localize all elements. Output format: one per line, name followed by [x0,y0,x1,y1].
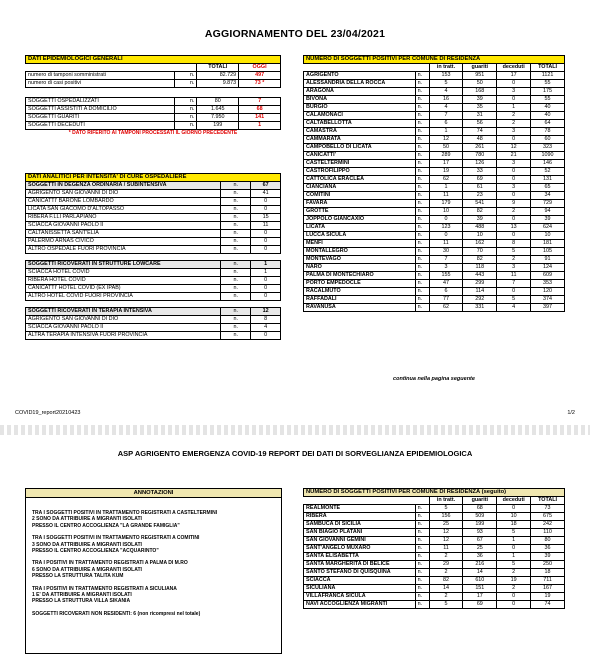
annotation-line: PRESSO LA STRUTTURA TALITA KUM [32,573,124,580]
table-row: SAMBUCA DI SICILIA n. 25 199 18 242 [304,521,565,529]
table-row: NARO n. 3 118 3 124 [304,264,565,272]
table-row: RIBERA F.LLI PARLAPIANO n. 15 [26,214,281,222]
table-row: SAN GIOVANNI GEMINI n. 12 67 1 80 [304,537,565,545]
comuni-table-part2: NUMERO DI SOGGETTI POSITIVI PER COMUNE DI RESIDENZA (seguito) in tratt. guariti deceduti TOTALI REALMONTE n. 5 68 0 73 RIBERA n. 156 509 10 675 SAMBUCA DI SICILIA n. 25 199 18 242 SAN BIAGIO PLATANI n. 12 93 5 110 SAN GIOVANNI GEMINI n. 12 67 1 80 SANT'ANGELO MUXARO n. 11 25 0 36 SANTA ELISABETTA n. 2 36 1 39 SANTA MARGHERITA DI BELICE n. 29 216 5 250 SANTO STEFANO DI QUISQUINA n. 2 14 2 18 SCIACCA n. 82 610 19 711 SICULIANA n. 14 151 2 167 VILLAFRANCA SICULA n. 2 17 0 19 NAVI ACCOGLIENZA MIGRANTI n. 5 69 0 74 [303,488,565,609]
table-row: GROTTE n. 10 82 2 94 [304,208,565,216]
table-row: SCIACCA GIOVANNI PAOLO II n. 4 [26,324,281,332]
table-row: RAFFADALI n. 77 292 5 374 [304,296,565,304]
table-row: SOGGETTI OSPEDALIZZATI n. 80 7 [26,98,281,106]
table-row: ARAGONA n. 4 168 3 175 [304,88,565,96]
col-totali: TOTALI [197,64,239,72]
annotation-line: 2 SONO DA ATTRIBUIRE A MIGRANTI ISOLATI [32,516,142,523]
table-row: LUCCA SICULA n. 0 10 0 10 [304,232,565,240]
table-row: SANT'ANGELO MUXARO n. 11 25 0 36 [304,545,565,553]
table-row: ALTRO HOTEL COVID FUORI PROVINCIA n. 0 [26,293,281,301]
annotation-line: PRESSO IL CENTRO ACCOGLIENZA "ACQUARINTO" [32,548,159,555]
annotation-line: TRA I POSITIVI IN TRATTAMENTO REGISTRATI A SICULIANA [32,585,177,592]
table-row: SOGGETTI DECEDUTI n. 199 1 [26,122,281,130]
hospital-care-header: DATI ANALITICI PER INTENSITA' DI CURE OSPEDALIERE [26,174,281,182]
report-title: ASP AGRIGENTO EMERGENZA COVID-19 REPORT DEI DATI DI SORVEGLIANZA EPIDEMIOLOGICA [117,449,473,458]
group-title-row: SOGGETTI IN DEGENZA ORDINARIA / SUBINTENSIVA n. 67 [26,182,281,190]
annotation-line: SOGGETTI RICOVERATI NON RESIDENTI: 6 (non ricompresi nel totale) [32,610,201,617]
group-title-row: SOGGETTI RICOVERATI IN STRUTTURE LOWCARE n. 1 [26,261,281,269]
comuni-header-seguito: NUMERO DI SOGGETTI POSITIVI PER COMUNE DI RESIDENZA (seguito) [304,489,565,497]
table-row: CALTABELLOTTA n. 6 56 2 64 [304,120,565,128]
table-row: RIBERA n. 156 509 10 675 [304,513,565,521]
table-row: SICULIANA n. 14 151 2 167 [304,585,565,593]
table-row: JOPPOLO GIANCAXIO n. 0 39 0 39 [304,216,565,224]
table-row: SCIACCA n. 82 610 19 711 [304,577,565,585]
table-row: PALERMO ARNAS CIVICO n. 0 [26,238,281,246]
table-row: PALMA DI MONTECHIARO n. 155 443 11 609 [304,272,565,280]
general-data-header: DATI EPIDEMIOLOGICI GENERALI [26,56,281,64]
table-row: CANICATTI' BARONE LOMBARDO n. 0 [26,198,281,206]
report-filename: COVID19_report20210423 [15,410,81,416]
table-row: CATTOLICA ERACLEA n. 62 69 0 131 [304,176,565,184]
table-row: FAVARA n. 179 541 9 729 [304,200,565,208]
table-row: numero di tamponi somministrati n. 82.729 497 [26,72,281,80]
table-row: SCIACCA HOTEL COVID n. 1 [26,269,281,277]
annotations-box [25,488,282,654]
table-row: CANICATTI' HOTEL COVID (EX IPAB) n. 0 [26,285,281,293]
table-row: SCIACCA GIOVANNI PAOLO II n. 11 [26,222,281,230]
table-row: SOGGETTI GUARITI n. 7.950 141 [26,114,281,122]
annotation-line: PRESSO LA STRUTTURA VILLA SIKANIA [32,598,131,605]
table-row: CASTROFILIPPO n. 19 33 0 52 [304,168,565,176]
table-row: ALTRO OSPEDALE FUORI PROVINCIA n. 0 [26,246,281,254]
page-separator [0,425,590,435]
table-row: VILLAFRANCA SICULA n. 2 17 0 19 [304,593,565,601]
group-title-row: SOGGETTI RICOVERATI IN TERAPIA INTENSIVA n. 12 [26,308,281,316]
comuni-header: NUMERO DI SOGGETTI POSITIVI PER COMUNE DI RESIDENZA [304,56,565,64]
col-oggi: OGGI [239,64,281,72]
table-row: CAMPOBELLO DI LICATA n. 50 261 12 323 [304,144,565,152]
table-row: CIANCIANA n. 1 61 3 65 [304,184,565,192]
table-row: BIVONA n. 16 39 0 55 [304,96,565,104]
comuni-table-part1: NUMERO DI SOGGETTI POSITIVI PER COMUNE DI RESIDENZA in tratt. guariti deceduti TOTALI AGRIGENTO n. 153 951 17 1121 ALESSANDRIA DELLA ROCCA n. 5 50 0 55 ARAGONA n. 4 168 3 175 BIVONA n. 16 39 0 55 BURGIO n. 4 35 1 40 CALAMONACI n. 7 31 2 40 CALTABELLOTTA n. 6 56 2 64 CAMASTRA n. 1 74 3 78 CAMMARATA n. 12 48 0 60 CAMPOBELLO DI LICATA n. 50 261 12 323 CANICATTI' n. 289 780 21 1090 CASTELTERMINI n. 17 126 3 146 CASTROFILIPPO n. 19 33 0 52 CATTOLICA ERACLEA n. 62 69 0 131 CIANCIANA n. 1 61 3 65 COMITINI n. 11 23 0 34 FAVARA n. 179 541 9 729 GROTTE n. 10 82 2 94 JOPPOLO GIANCAXIO n. 0 39 0 39 LICATA n. 123 488 13 624 LUCCA SICULA n. 0 10 0 10 MENFI n. 11 162 8 181 MONTALLEGRO n. 30 70 5 105 MONTEVAGO n. 7 82 2 91 NARO n. 3 118 3 124 PALMA DI MONTECHIARO n. 155 443 11 609 PORTO EMPEDOCLE n. 47 299 7 353 RACALMUTO n. 6 114 0 120 RAFFADALI n. 77 292 5 374 RAVANUSA n. 62 331 4 397 [303,55,565,312]
table-row: CASTELTERMINI n. 17 126 3 146 [304,160,565,168]
table-row: COMITINI n. 11 23 0 34 [304,192,565,200]
general-data-table [25,55,281,138]
table-row: LICATA n. 123 488 13 624 [304,224,565,232]
table-row: CALTANISSETTA SANT'ELIA n. 0 [26,230,281,238]
hospital-care-table [25,173,281,340]
table-row: ALESSANDRIA DELLA ROCCA n. 5 50 0 55 [304,80,565,88]
table-row: AGRIGENTO SAN GIOVANNI DI DIO n. 41 [26,190,281,198]
page-number: 1/2 [567,410,575,416]
table-row: RIBERA HOTEL COVID n. 0 [26,277,281,285]
table-row: MONTEVAGO n. 7 82 2 91 [304,256,565,264]
table-row: LICATA SAN GIACOMO D'ALTOPASSO n. 0 [26,206,281,214]
table-row: PORTO EMPEDOCLE n. 47 299 7 353 [304,280,565,288]
annotation-line: TRA I POSITIVI IN TRATTAMENTO REGISTRATI A PALMA DI M.RO [32,560,188,567]
table-row: BURGIO n. 4 35 1 40 [304,104,565,112]
table-row: SOGGETTI ASSISTITI A DOMICILIO n. 1.645 68 [26,106,281,114]
annotation-line: 1 E' DA ATTRIBUIRE A MIGRANTI ISOLATI [32,592,132,599]
annotation-line: PRESSO IL CENTRO ACCOGLIENZA "LA GRANDE FAMIGLIA" [32,522,180,529]
table-row: RAVANUSA n. 62 331 4 397 [304,304,565,312]
table-row: RACALMUTO n. 6 114 0 120 [304,288,565,296]
table-row: CANICATTI' n. 289 780 21 1090 [304,152,565,160]
table-row: numero di casi positivi n. 9.873 73 * [26,80,281,88]
table-row: REALMONTE n. 5 68 0 73 [304,505,565,513]
table-row: CAMASTRA n. 1 74 3 78 [304,128,565,136]
annotation-line: TRA I SOGGETTI POSITIVI IN TRATTAMENTO REGISTRATI A CASTELTERMINI [32,510,218,516]
annotations-header: ANNOTAZIONI [26,489,281,498]
table-row: NAVI ACCOGLIENZA MIGRANTI n. 5 69 0 74 [304,601,565,609]
annotation-line: 6 SONO DA ATTRIBUIRE A MIGRANTI ISOLATI [32,566,142,573]
continued-note: continua nella pagina seguente [393,376,475,382]
table-row: ALTRA TERAPIA INTENSIVA FUORI PROVINCIA n. 0 [26,332,281,340]
annotation-line: 3 SONO DA ATTRIBUIRE A MIGRANTI ISOLATI [32,541,142,548]
table-row: MONTALLEGRO n. 30 70 5 105 [304,248,565,256]
table-row: SAN BIAGIO PLATANI n. 12 93 5 110 [304,529,565,537]
table-row: AGRIGENTO n. 153 951 17 1121 [304,72,565,80]
table-row: CALAMONACI n. 7 31 2 40 [304,112,565,120]
annotation-line: TRA I SOGGETTI POSITIVI IN TRATTAMENTO REGISTRATI A COMITINI [32,535,200,542]
table-row: MENFI n. 11 162 8 181 [304,240,565,248]
table-row: CAMMARATA n. 12 48 0 60 [304,136,565,144]
table-row: AGRIGENTO SAN GIOVANNI DI DIO n. 8 [26,316,281,324]
table-row: SANTO STEFANO DI QUISQUINA n. 2 14 2 18 [304,569,565,577]
footnote: * DATO RIFERITO AI TAMPONI PROCESSATI IL GIORNO PRECEDENTE [68,130,238,137]
table-row: SANTA ELISABETTA n. 2 36 1 39 [304,553,565,561]
table-row: SANTA MARGHERITA DI BELICE n. 29 216 5 250 [304,561,565,569]
page-title: AGGIORNAMENTO DEL 23/04/2021 [204,28,386,40]
